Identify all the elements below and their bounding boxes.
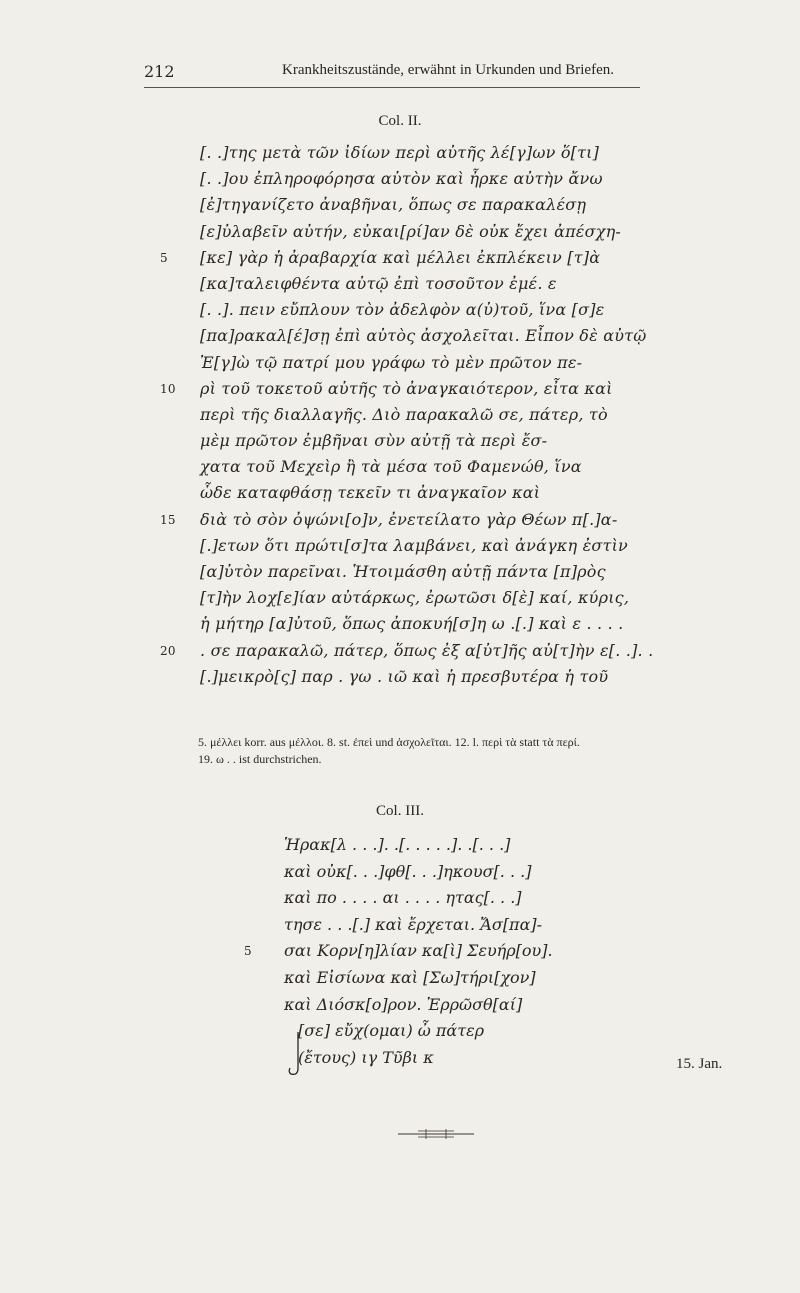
line-text: καὶ οὐκ[. . .]φθ[. . .]ηκουσ[. . .]: [284, 861, 532, 881]
column-heading-iii: Col. III.: [376, 803, 424, 819]
ornament-divider-icon: [396, 1127, 476, 1141]
line-text: τησε . . .[.] καὶ ἔρχεται. Ἄσ[πα]-: [284, 914, 543, 934]
line-text: καὶ πο . . . . αι . . . . ητας[. . .]: [284, 888, 522, 908]
line-text: Ἐ[γ]ὼ τῷ πατρί μου γράφω τὸ μὲν πρῶτον πε-: [200, 352, 583, 372]
column-ii-text: [160, 143, 700, 693]
line-number: 15: [160, 512, 176, 527]
line-text: ὧδε καταφθάσῃ τεκεῖν τι ἀναγκαῖον καὶ: [200, 483, 541, 503]
line-text: ἡ μήτηρ [α]ὐτοῦ, ὅπως ἀποκυή[σ]η ω .[.] καὶ ε . . . .: [200, 614, 624, 634]
line-text: [. .]. πειν εὔπλουν τὸν ἀδελφὸν α(ὐ)τοῦ, ἵνα [σ]ε: [200, 300, 605, 320]
line-text: [πα]ρακαλ[έ]σῃ ἐπὶ αὐτὸς ἀσχολεῖται. Εἶπον δὲ αὐτῷ: [200, 326, 647, 346]
date-note: 15. Jan.: [676, 1056, 723, 1072]
page-number: 212: [144, 62, 175, 81]
text-line: [200, 274, 700, 300]
line-text: [ε]ὐλαβεῖν αὐτήν, εὐκαι[ρί]αν δὲ οὐκ ἔχει ἀπέσχη-: [200, 221, 621, 241]
line-text: καὶ Εἰσίωνα καὶ [Σω]τήρι[χον]: [284, 967, 536, 987]
line-text: [.]ετων ὅτι πρώτι[σ]τα λαμβάνει, καὶ ἀνάγκη ἐστὶν: [200, 535, 628, 555]
line-text: [.]μεικρὸ[ς] παρ . γω . ιῶ καὶ ἡ πρεσβυτέρα ἡ τοῦ: [200, 666, 609, 686]
line-text: [σε] εὔχ(ομαι) ὦ πάτερ: [298, 1021, 485, 1041]
text-line: [284, 995, 684, 1022]
text-line: [284, 835, 684, 862]
line-number: 5: [244, 944, 252, 959]
line-text: [ἐ]τηγανίζετο ἀναβῆναι, ὅπως σε παρακαλέσῃ: [200, 195, 587, 215]
line-text: [κε] γὰρ ἡ ἀραβαρχία καὶ μέλλει ἐκπλέκειν [τ]ὰ: [200, 247, 601, 267]
line-text: μὲμ πρῶτον ἐμβῆναι σὺν αὐτῇ τὰ περὶ ἔσ-: [200, 431, 548, 451]
text-line: [160, 509, 700, 536]
text-line: [200, 222, 700, 248]
line-text: χατα τοῦ Μεχεὶρ ἢ τὰ μέσα τοῦ Φαμενώθ, ἵνα: [200, 457, 582, 477]
line-text: . σε παρακαλῶ, πάτερ, ὅπως ἐξ α[ὐτ]ῆς αὐ[τ]ὴν ε[. .]. .: [200, 640, 654, 660]
text-line: [200, 195, 700, 221]
text-line: [200, 326, 700, 352]
line-text: [κα]ταλειφθέντα αὐτῷ ἐπὶ τοσοῦτον ἐμέ. ε: [200, 273, 557, 293]
text-line: [200, 667, 700, 693]
text-line: [160, 247, 700, 274]
line-text: [τ]ὴν λοχ[ε]ίαν αὐτάρκως, ἐρωτῶσι δ[ὲ] καί, κύρις,: [200, 588, 630, 608]
text-line: [284, 968, 684, 995]
line-text: (ἔτους) ιγ Τῦβι κ: [298, 1047, 434, 1067]
line-text: [. .]ου ἐπληροφόρησα αὐτὸν καὶ ἦρκε αὐτὴν ἄνω: [200, 169, 603, 189]
text-line: [200, 562, 700, 588]
text-line: [284, 1048, 684, 1075]
running-header: [144, 62, 640, 86]
text-line: [284, 915, 684, 942]
text-line: [244, 941, 684, 968]
text-line: [200, 483, 700, 509]
header-rule: [144, 87, 640, 88]
text-line: [200, 457, 700, 483]
line-number: 10: [160, 381, 176, 396]
column-heading-ii: Col. II.: [378, 113, 422, 129]
apparatus-notes: [198, 734, 758, 768]
note-line: 19. ω . . ist durchstrichen.: [198, 752, 322, 766]
text-line: [200, 431, 700, 457]
line-text: Ἡρακ[λ . . .]. .[. . . . .]. .[. . .]: [284, 835, 511, 854]
text-line: [284, 888, 684, 915]
line-text: καὶ Διόσκ[ο]ρον. Ἐρρῶσθ[αί]: [284, 994, 523, 1014]
line-text: ρὶ τοῦ τοκετοῦ αὐτῆς τὸ ἀναγκαιότερον, εἶτα καὶ: [200, 378, 613, 398]
text-line: [200, 169, 700, 195]
line-text: περὶ τῆς διαλλαγῆς. Διὸ παρακαλῶ σε, πάτερ, τὸ: [200, 404, 608, 424]
line-text: [. .]της μετὰ τῶν ἰδίων περὶ αὐτῆς λέ[γ]ων ὅ[τι]: [200, 143, 600, 162]
text-line: [200, 588, 700, 614]
text-line: [200, 614, 700, 640]
text-line: [200, 353, 700, 379]
line-text: διὰ τὸ σὸν ὀψώνι[ο]ν, ἐνετείλατο γὰρ Θέων π[.]α-: [200, 509, 618, 529]
text-line: [200, 143, 700, 169]
text-line: [284, 862, 684, 889]
text-line: [200, 300, 700, 326]
text-line: [160, 378, 700, 405]
year-symbol-icon: [286, 1030, 306, 1080]
note-line: 5. μέλλει korr. aus μέλλοι. 8. st. ἐπεὶ und ἀσχολεῖται. 12. l. περὶ τὰ statt τὰ περί.: [198, 735, 580, 749]
text-line: [200, 405, 700, 431]
text-line: [160, 640, 700, 667]
text-line: [200, 536, 700, 562]
line-text: [α]ὐτὸν παρεῖναι. Ἡτοιμάσθη αὐτῇ πάντα [π]ρὸς: [200, 562, 606, 581]
running-title: Krankheitszustände, erwähnt in Urkunden und Briefen.: [282, 62, 614, 78]
line-number: 20: [160, 643, 176, 658]
text-line: [284, 1021, 684, 1048]
line-number: 5: [160, 250, 168, 265]
line-text: σαι Κορν[η]λίαν κα[ὶ] Σευήρ[ου].: [284, 941, 553, 961]
column-iii-text: [244, 835, 684, 1074]
